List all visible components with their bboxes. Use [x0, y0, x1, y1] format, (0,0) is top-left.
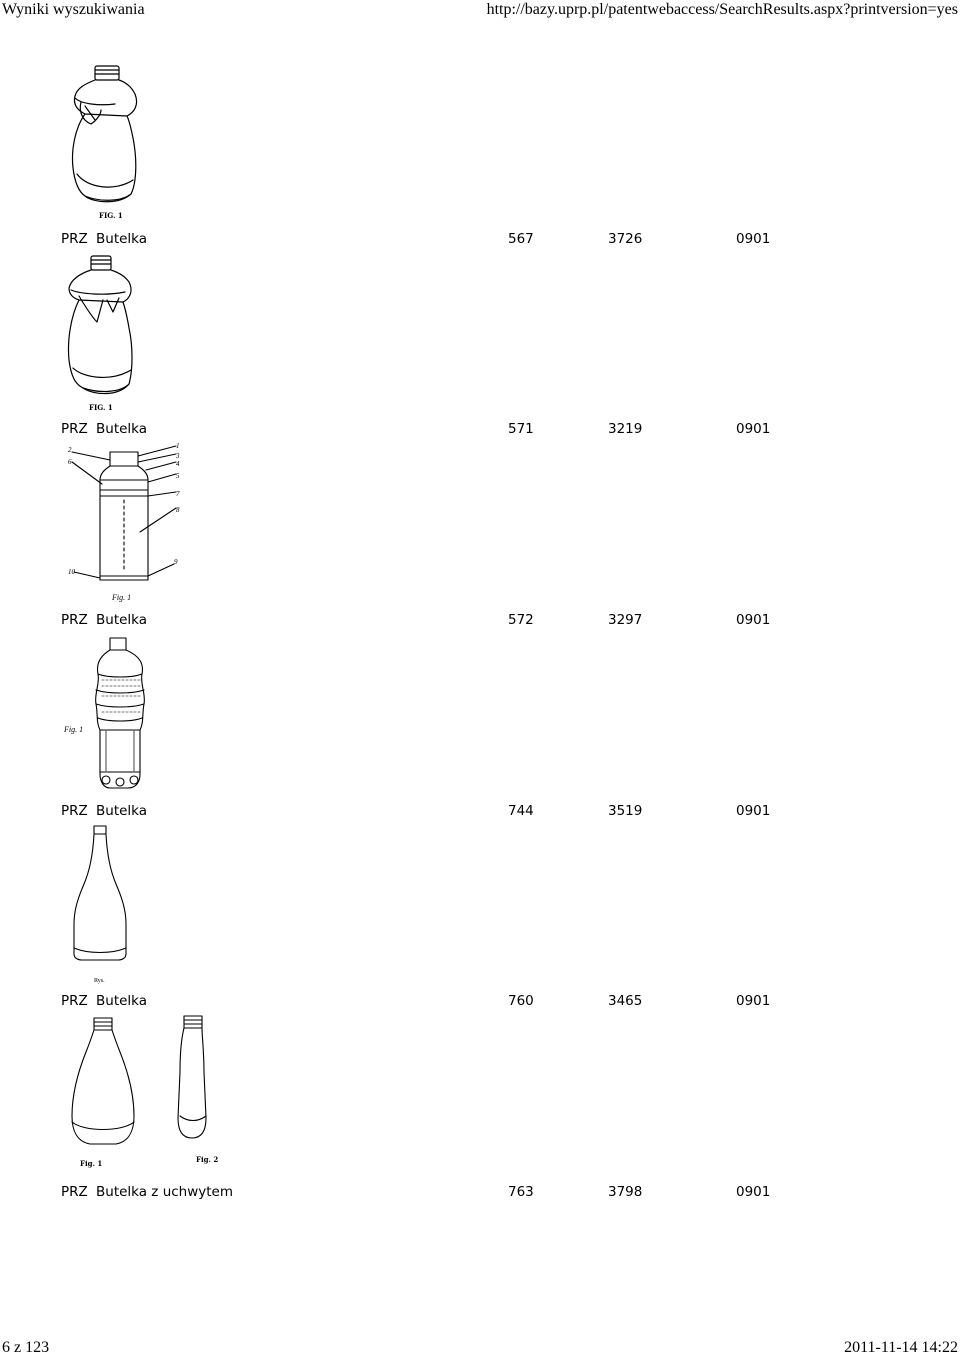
svg-text:9: 9 — [174, 558, 178, 566]
result-row — [0, 421, 960, 441]
result-figure — [55, 58, 155, 224]
svg-text:1: 1 — [176, 442, 180, 450]
result-figure — [60, 440, 190, 606]
svg-text:5: 5 — [176, 472, 180, 480]
result-code: 3219 — [608, 421, 643, 437]
result-class: 0901 — [736, 231, 771, 247]
result-type: PRZ — [61, 231, 88, 247]
result-row — [0, 231, 960, 251]
result-name: Butelka z uchwytem — [96, 1184, 234, 1200]
result-name: Butelka — [96, 612, 148, 628]
result-row — [0, 612, 960, 632]
result-type: PRZ — [61, 421, 88, 437]
svg-text:7: 7 — [176, 490, 180, 498]
result-number: 567 — [508, 231, 534, 247]
figure-label: FIG. 1 — [89, 403, 113, 412]
svg-text:8: 8 — [176, 506, 180, 514]
result-number: 763 — [508, 1184, 534, 1200]
svg-text:2: 2 — [68, 446, 72, 454]
result-class: 0901 — [736, 993, 771, 1009]
result-number: 744 — [508, 803, 534, 819]
result-name: Butelka — [96, 803, 148, 819]
print-datetime: 2011-11-14 14:22 — [844, 1339, 958, 1356]
print-header — [0, 0, 960, 22]
result-name: Butelka — [96, 231, 148, 247]
svg-text:6: 6 — [68, 458, 72, 466]
figure-label: Rys. — [94, 978, 105, 984]
result-code: 3297 — [608, 612, 643, 628]
result-name: Butelka — [96, 421, 148, 437]
figure-label: Fig. 1 — [64, 725, 84, 734]
result-name: Butelka — [96, 993, 148, 1009]
result-type: PRZ — [61, 993, 88, 1009]
svg-text:4: 4 — [176, 460, 180, 468]
result-code: 3519 — [608, 803, 643, 819]
result-class: 0901 — [736, 803, 771, 819]
page-counter: 6 z 123 — [2, 1339, 50, 1356]
result-row — [0, 993, 960, 1013]
figure-label: Fig. 1 — [80, 1159, 103, 1168]
svg-text:3: 3 — [176, 452, 180, 460]
result-figure — [60, 824, 140, 990]
result-code: 3798 — [608, 1184, 643, 1200]
result-class: 0901 — [736, 612, 771, 628]
result-number: 571 — [508, 421, 534, 437]
page-url: http://bazy.uprp.pl/patentwebaccess/SearchResults.aspx?printversion=yes — [486, 1, 958, 18]
result-type: PRZ — [61, 803, 88, 819]
result-figure — [55, 250, 155, 416]
result-row — [0, 803, 960, 823]
result-number: 572 — [508, 612, 534, 628]
result-figure — [60, 1012, 240, 1170]
result-type: PRZ — [61, 1184, 88, 1200]
result-code: 3726 — [608, 231, 643, 247]
result-class: 0901 — [736, 421, 771, 437]
svg-text:10: 10 — [68, 568, 75, 576]
figure-label: Fig. 2 — [196, 1155, 219, 1164]
figure-label: Fig. 1 — [112, 593, 132, 602]
result-class: 0901 — [736, 1184, 771, 1200]
result-row — [0, 1184, 960, 1204]
figure-label: FIG. 1 — [99, 211, 123, 220]
result-figure — [60, 634, 160, 796]
result-type: PRZ — [61, 612, 88, 628]
result-number: 760 — [508, 993, 534, 1009]
result-code: 3465 — [608, 993, 643, 1009]
page-title: Wyniki wyszukiwania — [2, 1, 145, 18]
